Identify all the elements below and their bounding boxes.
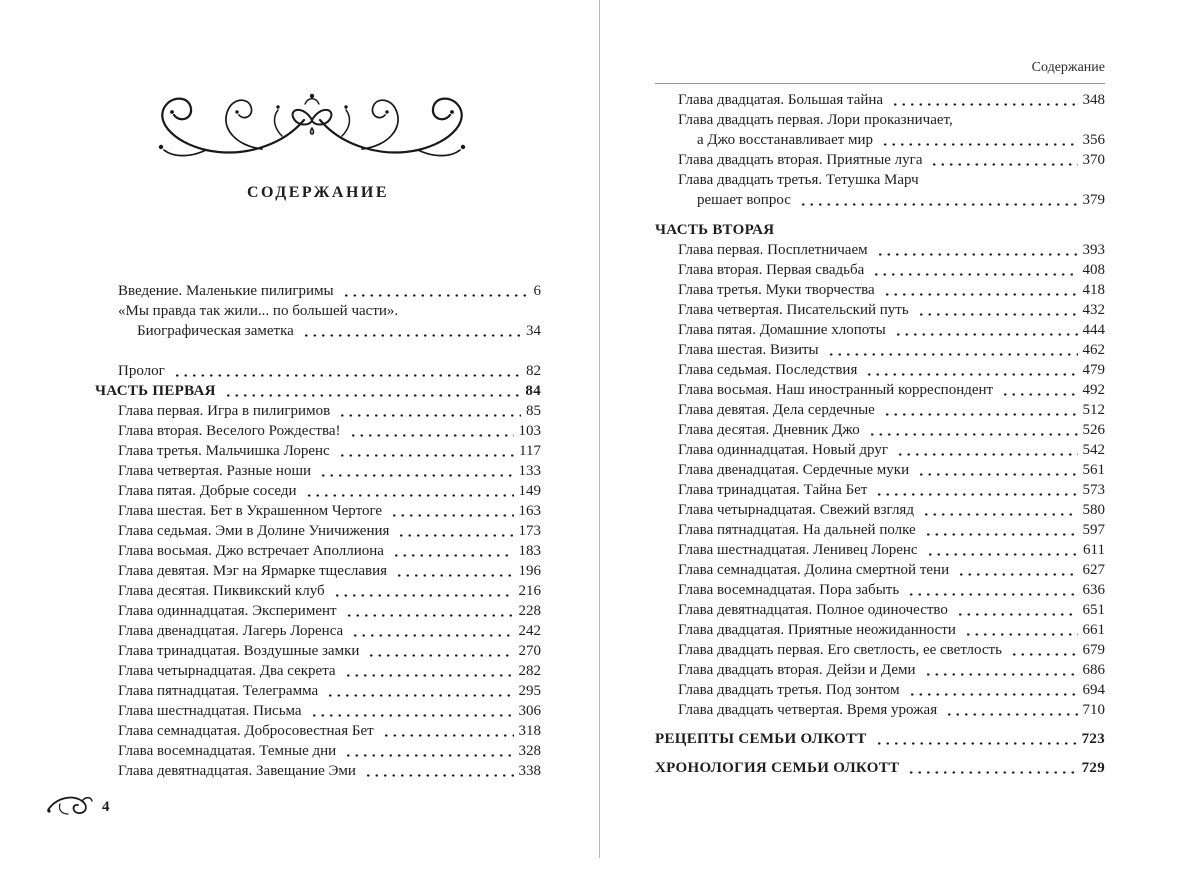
toc-page-number: 82 [526,363,541,379]
toc-dot-leader [171,361,521,381]
toc-entry-title: Биографическая заметка [137,323,294,339]
toc-entry-title: Глава седьмая. Эми в Долине Уничижения [118,523,390,539]
running-header [655,60,1105,76]
corner-flourish-icon [46,792,94,823]
page-footer [46,792,110,823]
toc-entry [95,641,541,661]
toc-entry [655,660,1105,680]
toc-page-number: 444 [1082,322,1105,338]
toc-page-number: 318 [518,723,541,739]
toc-dot-leader [317,461,513,481]
toc-dot-leader [303,481,514,501]
toc-dot-leader [873,729,1077,749]
toc-page-number: 379 [1082,192,1105,208]
toc-entry [655,640,1105,660]
flourish-icon [112,84,512,168]
toc-page-number: 679 [1082,642,1105,658]
toc-entry-title: Глава десятая. Дневник Джо [678,422,860,438]
toc-dot-leader [349,621,513,641]
toc-dot-leader [347,421,514,441]
toc-dot-leader [928,150,1077,170]
toc-entry-title: Глава двадцатая. Большая тайна [678,92,884,108]
toc-page-number: 173 [518,523,541,539]
toc-entry [655,520,1105,540]
toc-entry [95,661,541,681]
toc-page-number: 432 [1082,302,1105,318]
toc-title: СОДЕРЖАНИЕ [246,184,390,201]
toc-dot-leader [342,741,513,761]
toc-dot-leader [797,190,1078,210]
toc-entry-title: Глава двадцать вторая. Приятные луга [678,152,923,168]
toc-entry [655,400,1105,420]
toc-page-number: 611 [1083,542,1105,558]
toc-entry [655,620,1105,640]
toc-entry-title: Глава шестая. Бет в Украшенном Чертоге [118,503,383,519]
toc-entry-title: Глава восьмая. Наш иностранный корреспондент [678,382,994,398]
toc-page-number: 723 [1081,731,1105,747]
toc-entry [95,301,541,321]
toc-page-number: 103 [518,423,541,439]
toc-page-number: 627 [1082,562,1105,578]
toc-page-number: 270 [518,643,541,659]
toc-entry-title: Глава пятнадцатая. На дальней полке [678,522,916,538]
toc-entry-title: Глава двадцать вторая. Дейзи и Деми [678,662,916,678]
toc-entry [95,761,541,781]
running-header-rule [655,83,1105,84]
toc-entry [95,701,541,721]
toc-dot-leader [825,340,1078,360]
toc-page-number: 34 [526,323,541,339]
toc-entry-title: решает вопрос [697,192,791,208]
toc-dot-leader [920,500,1078,520]
toc-entry-title: Глава вторая. Веселого Рождества! [118,423,341,439]
toc-page-number: 580 [1082,502,1105,518]
toc-entry [655,130,1105,150]
toc-entry [95,601,541,621]
toc-entry-title: Введение. Маленькие пилигримы [118,283,334,299]
toc-entry-title: Глава семнадцатая. Добросовестная Бет [118,723,374,739]
toc-entry-title: Глава четвертая. Писательский путь [678,302,909,318]
toc-entry [655,700,1105,720]
toc-entry [655,240,1105,260]
toc-page-number: 479 [1082,362,1105,378]
toc-entry-title: Глава девятая. Мэг на Ярмарке тщеславия [118,563,388,579]
toc-page-number: 636 [1082,582,1105,598]
toc-entry [95,361,541,381]
toc-page-number: 710 [1082,702,1105,718]
toc-entry [655,340,1105,360]
toc-entry-title: ЧАСТЬ ПЕРВАЯ [95,383,216,399]
toc-dot-leader [881,400,1078,420]
toc-entry [655,729,1105,749]
toc-page-number: 542 [1082,442,1105,458]
toc-entry-title: Глава девятнадцатая. Полное одиночество [678,602,948,618]
toc-entry [655,560,1105,580]
toc-entry-title: Глава восьмая. Джо встречает Аполлиона [118,543,384,559]
toc-page-number: 85 [526,403,541,419]
toc-entry [655,540,1105,560]
toc-entry-title: Глава двадцать первая. Лори проказничает, [678,112,953,128]
toc-page-number: 228 [518,603,541,619]
toc-entry [95,561,541,581]
toc-entry-title: Глава третья. Муки творчества [678,282,875,298]
toc-dot-leader [390,541,514,561]
toc-page-number: 295 [518,683,541,699]
toc-entry [95,501,541,521]
toc-page-number: 597 [1082,522,1105,538]
toc-entry-title: Глава шестнадцатая. Письма [118,703,302,719]
toc-entry [655,380,1105,400]
toc-entry [95,381,541,401]
toc-entry-title: Глава десятая. Пиквикский клуб [118,583,325,599]
folio-page-number: 4 [102,799,110,815]
toc-entry-title: Глава шестнадцатая. Ленивец Лоренс [678,542,918,558]
toc-entry-title: Глава двадцать четвертая. Время урожая [678,702,938,718]
toc-page-number: 242 [518,623,541,639]
floral-flourish-ornament [112,84,512,168]
toc-dot-leader [1008,640,1078,660]
toc-entry-title: Глава тринадцатая. Тайна Бет [678,482,868,498]
toc-entry-title: а Джо восстанавливает мир [697,132,874,148]
toc-page-number: 694 [1082,682,1105,698]
toc-entry-title: Пролог [118,363,165,379]
toc-page-number: 328 [518,743,541,759]
toc-page-number: 149 [518,483,541,499]
toc-entry-title: Глава шестая. Визиты [678,342,819,358]
toc-dot-leader [954,600,1078,620]
toc-entry-title: Глава пятая. Добрые соседи [118,483,297,499]
toc-entry [655,440,1105,460]
toc-entry-title: Глава четырнадцатая. Свежий взгляд [678,502,914,518]
toc-dot-leader [870,260,1077,280]
toc-dot-leader [874,240,1078,260]
toc-dot-leader [894,440,1078,460]
toc-dot-leader [380,721,514,741]
toc-entry [655,600,1105,620]
toc-dot-leader [343,601,514,621]
toc-entry [95,721,541,741]
toc-page-number: 356 [1082,132,1105,148]
toc-dot-leader [336,441,514,461]
toc-page-number: 408 [1082,262,1105,278]
toc-page-number: 6 [533,283,541,299]
toc-page-number: 133 [518,463,541,479]
toc-entry [95,581,541,601]
toc-entry [655,500,1105,520]
toc-page-number: 163 [518,503,541,519]
toc-entry [95,541,541,561]
toc-entry-title: Глава седьмая. Последствия [678,362,858,378]
toc-page-number: 348 [1082,92,1105,108]
toc-entry-title: Глава двадцатая. Приятные неожиданности [678,622,956,638]
toc-entry [655,170,1105,190]
toc-entry [95,481,541,501]
toc-page-number: 492 [1082,382,1105,398]
toc-page-number: 729 [1081,760,1105,776]
toc-dot-leader [873,480,1077,500]
toc-gap [655,210,1105,220]
toc-dot-leader [922,660,1078,680]
toc-dot-leader [962,620,1078,640]
toc-dot-leader [892,320,1078,340]
toc-dot-leader [915,460,1077,480]
toc-entry-title: Глава двенадцатая. Лагерь Лоренса [118,623,344,639]
toc-dot-leader [863,360,1077,380]
toc-dot-leader [362,761,514,781]
toc-dot-leader [889,90,1077,110]
toc-page-number: 462 [1082,342,1105,358]
toc-dot-leader [340,281,529,301]
toc-entry [655,110,1105,130]
toc-entry-title: Глава пятнадцатая. Телеграмма [118,683,319,699]
toc-page-number: 393 [1082,242,1105,258]
toc-entry [95,521,541,541]
toc-entry-title: «Мы правда так жили... по большей части». [118,303,399,319]
toc-entry-title: ХРОНОЛОГИЯ СЕМЬИ ОЛКОТТ [655,760,900,776]
toc-entry [655,300,1105,320]
toc-entry-title: Глава девятая. Дела сердечные [678,402,875,418]
toc-page-number: 573 [1082,482,1105,498]
toc-entry [95,461,541,481]
toc-entry [655,580,1105,600]
toc-dot-leader [915,300,1078,320]
running-header-text: Содержание [1031,60,1105,75]
toc-dot-leader [879,130,1077,150]
toc-entry [655,460,1105,480]
toc-page-number: 512 [1082,402,1105,418]
toc-entry [655,220,1105,240]
toc-entry [655,260,1105,280]
toc-entry-title: Глава четырнадцатая. Два секрета [118,663,336,679]
toc-dot-leader [388,501,513,521]
toc-entry [655,758,1105,778]
toc-dot-leader [922,520,1078,540]
toc-page-number: 526 [1082,422,1105,438]
toc-entry-title: Глава семнадцатая. Долина смертной тени [678,562,950,578]
toc-dot-leader [395,521,513,541]
toc-entry-title: Глава тринадцатая. Воздушные замки [118,643,360,659]
toc-dot-leader [906,680,1078,700]
toc-entry [655,150,1105,170]
toc-entry-title: Глава восемнадцатая. Пора забыть [678,582,900,598]
toc-entry [95,281,541,301]
page-gutter-divider [599,0,600,858]
toc-dot-leader [336,401,521,421]
toc-entry [95,741,541,761]
toc-dot-leader [393,561,513,581]
toc-dot-leader [905,580,1077,600]
toc-page-number: 370 [1082,152,1105,168]
toc-dot-leader [308,701,514,721]
toc-page-number: 216 [518,583,541,599]
toc-entry [655,280,1105,300]
toc-entry-title: Глава пятая. Домашние хлопоты [678,322,886,338]
toc-page-number: 661 [1082,622,1105,638]
toc-dot-leader [924,540,1079,560]
toc-entry [95,401,541,421]
toc-dot-leader [881,280,1078,300]
toc-entry-title: Глава восемнадцатая. Темные дни [118,743,337,759]
toc-entry [95,321,541,341]
toc-page-number: 117 [519,443,541,459]
toc-gap [655,720,1105,729]
toc-entry [95,421,541,441]
toc-entry [655,680,1105,700]
toc-entry [655,90,1105,110]
toc-page-number: 561 [1082,462,1105,478]
toc-dot-leader [905,758,1076,778]
toc-dot-leader [222,381,521,401]
toc-entry [95,621,541,641]
toc-page-number: 183 [518,543,541,559]
toc-entry [655,360,1105,380]
toc-page-number: 196 [518,563,541,579]
toc-dot-leader [943,700,1077,720]
toc-entry [655,420,1105,440]
toc-entry-title: Глава девятнадцатая. Завещание Эми [118,763,356,779]
toc-entry-title: Глава третья. Мальчишка Лоренс [118,443,330,459]
toc-entry-title: Глава первая. Посплетничаем [678,242,868,258]
toc-page-number: 84 [525,383,541,399]
toc-page-number: 282 [518,663,541,679]
toc-page-number: 686 [1082,662,1105,678]
toc-entry-title: Глава двадцать третья. Тетушка Марч [678,172,919,188]
toc-entry [655,480,1105,500]
toc-gap [655,749,1105,758]
toc-entry-title: Глава одиннадцатая. Эксперимент [118,603,337,619]
toc-page-number: 418 [1082,282,1105,298]
toc-entry-title: Глава вторая. Первая свадьба [678,262,865,278]
toc-page-number: 306 [518,703,541,719]
toc-dot-leader [955,560,1077,580]
toc-dot-leader [365,641,513,661]
toc-right-column [655,90,1105,778]
toc-dot-leader [866,420,1078,440]
toc-page-number: 651 [1082,602,1105,618]
toc-entry-title: Глава четвертая. Разные ноши [118,463,312,479]
toc-entry-title: Глава двадцать третья. Под зонтом [678,682,900,698]
toc-entry-title: ЧАСТЬ ВТОРАЯ [655,222,775,238]
toc-entry-title: Глава двенадцатая. Сердечные муки [678,462,910,478]
toc-dot-leader [324,681,513,701]
toc-entry-title: РЕЦЕПТЫ СЕМЬИ ОЛКОТТ [655,731,867,747]
toc-entry [655,320,1105,340]
toc-entry [655,190,1105,210]
toc-dot-leader [999,380,1077,400]
toc-gap [95,341,541,361]
toc-entry-title: Глава первая. Игра в пилигримов [118,403,331,419]
toc-dot-leader [342,661,514,681]
toc-entry [95,441,541,461]
toc-page-number: 338 [518,763,541,779]
toc-entry [95,681,541,701]
toc-dot-leader [300,321,521,341]
toc-left-column [95,281,541,781]
toc-entry-title: Глава одиннадцатая. Новый друг [678,442,888,458]
toc-dot-leader [331,581,514,601]
toc-entry-title: Глава двадцать первая. Его светлость, ее светлость [678,642,1002,658]
